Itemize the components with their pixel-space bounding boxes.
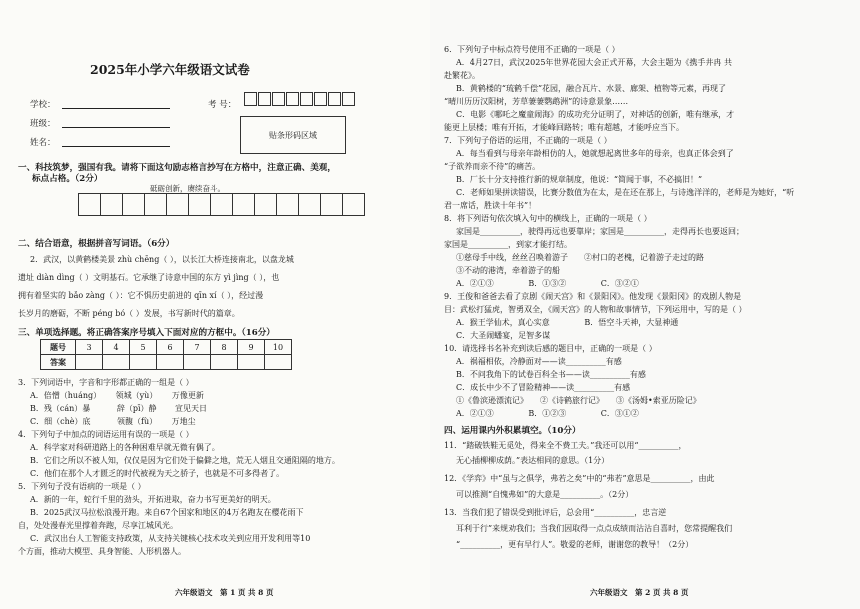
right-page bbox=[430, 0, 860, 609]
school-field[interactable] bbox=[62, 108, 170, 109]
q9-option-ab: A．猴王学仙术，真心实意 B．悟空斗天神，大显神通 bbox=[456, 318, 679, 327]
motto-text: 砥砺创新，赓续奋斗。 bbox=[150, 184, 225, 193]
barcode-area bbox=[240, 116, 346, 154]
q5-option-c-cont: 个方面，推动大模型、具身智能、人形机器人。 bbox=[18, 547, 186, 556]
q9-stem: 9．王俊和爸爸去看了京剧《闹天宫》和《景阳冈》。他发现《景阳冈》的戏剧人物是 bbox=[444, 292, 742, 301]
table-header-cell: 7 bbox=[184, 340, 211, 355]
q10-option-b: B．不问我角下的试卷百科全书——读__________有感 bbox=[456, 370, 646, 379]
class-field[interactable] bbox=[62, 127, 170, 128]
q3-stem: 3．下列词语中，字音和字形都正确的一组是（ ） bbox=[18, 378, 194, 387]
q3-option-a: A．倍憎（huáng） 领城（yù） 万像更新 bbox=[30, 391, 204, 400]
q10-option-a: A．祸福相依，冷静面对——读__________有感 bbox=[456, 357, 622, 366]
q7-option-c-cont: 君一席话，胜读十年书”！ bbox=[444, 201, 537, 210]
answer-cell[interactable] bbox=[211, 355, 238, 370]
answer-cell[interactable] bbox=[130, 355, 157, 370]
q6-option-a-cont: 赴繁花》。 bbox=[444, 71, 480, 80]
q6-option-a: A．4月27日，武汉2025年世界花园大会正式开幕，大会主题为《携手井冉 共 bbox=[456, 58, 732, 67]
q10-books: ①《鲁滨逊漂流记》 ②《诗鹤旅行记》 ③《汤姆•索亚历险记》 bbox=[456, 396, 701, 405]
q5-option-c: C．武汉出台人工智能支持政策，从支持关键核心技术攻关到应用开发利用等10 bbox=[30, 534, 311, 543]
q4-option-c: C．他们在那个人才匮乏的时代被视为天之骄子，也就是不可多得者了。 bbox=[30, 469, 285, 478]
q8-line-1: 家国是__________，驶得再远也要靠岸；家国是__________，走得再长也要返回； bbox=[456, 227, 744, 236]
q9-stem-cont: 目：武松打猛虎，智勇双全，《闹天宫》的人物和故事情节，下列运用中，写的是（ ） bbox=[444, 305, 747, 314]
q12-line-2: 可以推测“自愧弗如”的大意是__________。（2分） bbox=[456, 490, 634, 499]
answer-cell[interactable] bbox=[157, 355, 184, 370]
q2-line-4: 长岁月的磨砺，不断 péng bó（ ）发展，书写新时代的篇章。 bbox=[18, 309, 240, 318]
table-header-cell: 题号 bbox=[41, 340, 76, 355]
q6-stem: 6．下列句子中标点符号使用不正确的一项是（ ） bbox=[444, 45, 620, 54]
q5-stem: 5．下列句子没有语病的一项是（ ） bbox=[18, 482, 146, 491]
q6-option-c-cont: 能更上层楼；唯有开拓，才能峰回路转；唯有超越，才能呼应当下。 bbox=[444, 123, 684, 132]
q5-option-a: A．新的一年，蛇行千里的劲头，开拓进取，奋力书写更美好的明天。 bbox=[30, 495, 276, 504]
q5-option-b-cont: 自，处处漫春光里撑着奔跑，尽享江城风光。 bbox=[18, 521, 178, 530]
q8-choices-2: ③不动的港湾，牵着游子的船 bbox=[456, 266, 560, 275]
section-2-title: 二、结合语意，根据拼音写词语。（6分） bbox=[18, 239, 175, 249]
q6-option-b: B．黄鹤楼的“琉鹤千偿”花园，融合瓦片、水景、廊架、植物等元素，再现了 bbox=[456, 84, 727, 93]
answer-table-answer-row bbox=[41, 355, 292, 370]
school-label: 学校： bbox=[30, 100, 56, 110]
q9-option-c: C．大圣闹蟠宴，足智多谋 bbox=[456, 331, 551, 340]
q2-line-2: 遗址 diàn dìng（ ）文明基石。它承继了诗意中国的东方 yì jìng（ ），也 bbox=[18, 273, 280, 282]
q8-options: A．②①③ B．①③② C．③②① bbox=[456, 279, 639, 288]
q10-stem: 10．请选择书名补充到读后感的题目中，正确的一项是（ ） bbox=[444, 344, 657, 353]
answer-table-header-row bbox=[41, 340, 292, 355]
q7-option-b: B．厂长十分支持推行新的规章制度，他说：“简闻于事，不必搞旧！” bbox=[456, 175, 703, 184]
q4-option-b: B．它们之所以不被人知，仅仅是因为它们处于偏僻之地，荒无人烟且交通阻隔的地方。 bbox=[30, 456, 340, 465]
table-header-cell: 10 bbox=[265, 340, 292, 355]
table-header-cell: 4 bbox=[103, 340, 130, 355]
q12-line-1: 12．《学弈》中“虽与之俱学，弗若之矣”中的“弗若”意思是__________，由此 bbox=[444, 474, 715, 483]
answer-cell[interactable] bbox=[238, 355, 265, 370]
right-footer: 六年级语文 第 2 页 共 8 页 bbox=[590, 588, 689, 597]
q4-option-a: A．科学家对科研道路上的各种困难早就无微有偶了。 bbox=[30, 443, 220, 452]
table-header-cell: 9 bbox=[238, 340, 265, 355]
exam-title: 2025年小学六年级语文试卷 bbox=[90, 62, 250, 77]
q11-line-2: 无心插柳柳成荫。”表达相同的意思。（1分） bbox=[456, 456, 610, 465]
q8-choices-1: ①慈母手中线，丝丝召唤着游子 ②村口的老槐，记着游子走过的路 bbox=[456, 253, 704, 262]
left-footer: 六年级语文 第 1 页 共 8 页 bbox=[175, 588, 274, 597]
answer-cell[interactable] bbox=[76, 355, 103, 370]
q3-option-b: B．残（cán）暴 辞（pī）静 宣见天日 bbox=[30, 404, 208, 413]
q6-option-c: C．电影《哪吒之魔童闹海》的成功充分证明了，对神话的创新，唯有继承，才 bbox=[456, 110, 735, 119]
q7-option-c: C．老师如果拼读错误，比赛分数值为在太，是在还在那上，与诗逸洋洋的，老师是为她好，“听 bbox=[456, 188, 795, 197]
section-3-title: 三、单项选择题。将正确答案序号填入下面对应的方框中。（16分） bbox=[18, 328, 275, 338]
section-1-title: 一、科技筑梦，强国有我。请将下面这句励志格言抄写在方格中，注意正确、美观， bbox=[18, 163, 336, 173]
table-header-cell: 5 bbox=[130, 340, 157, 355]
answer-label-cell: 答案 bbox=[41, 355, 76, 370]
q3-option-c: C．细（chè）底 领馥（fù） 万地尘 bbox=[30, 417, 196, 426]
q11-line-1: 11．“踏破铁鞋无觅处，得来全不费工夫。”我还可以用“__________， bbox=[444, 441, 687, 450]
q13-line-3: “__________，更有早行人”。敬爱的老师，谢谢您的教导！（2分） bbox=[456, 540, 694, 549]
section-4-title: 四、运用课内外积累填空。（10分） bbox=[444, 426, 581, 436]
class-label: 班级： bbox=[30, 119, 56, 129]
q2-line-1: 2．武汉，以黄鹤楼美景 zhù chēng（ ），以长江大桥连接南北，以盘龙城 bbox=[30, 255, 294, 264]
answer-cell[interactable] bbox=[103, 355, 130, 370]
name-label: 姓名： bbox=[30, 138, 56, 148]
motto-grid[interactable] bbox=[78, 193, 364, 216]
q7-option-a-cont: “子欲养而亲不待”的痛苦。 bbox=[444, 162, 541, 171]
exam-no-boxes[interactable] bbox=[244, 92, 356, 106]
q7-option-a: A．每当看到与母亲年龄相仿的人，她就想起离世多年的母亲，也真正体会到了 bbox=[456, 149, 734, 158]
section-1-title-2: 标点占格。（2分） bbox=[32, 174, 103, 184]
q7-stem: 7．下列句子俗语的运用，不正确的一项是（ ） bbox=[444, 136, 612, 145]
barcode-label: 贴条形码区域 bbox=[269, 130, 317, 140]
name-field[interactable] bbox=[62, 146, 170, 147]
answer-table bbox=[40, 339, 292, 370]
table-header-cell: 3 bbox=[76, 340, 103, 355]
q13-line-2: 耳利于行”来规劝我们；当我们因取得一点点成绩而沾沾自喜时，您常提醒我们 bbox=[456, 524, 733, 533]
exam-no-label: 考 号： bbox=[208, 100, 237, 110]
table-header-cell: 6 bbox=[157, 340, 184, 355]
q10-option-c: C．成长中少不了冒险精神——读__________有感 bbox=[456, 383, 631, 392]
q8-stem: 8．将下列语句依次填入句中的横线上，正确的一项是（ ） bbox=[444, 214, 652, 223]
q5-option-b: B．2025武汉马拉松浪漫开跑。来自67个国家和地区的4万名跑友在樱花雨下 bbox=[30, 508, 304, 517]
q6-option-b-cont: “晴川历历汉阳树，芳草萋萋鹦鹉洲”的诗意景象…… bbox=[444, 97, 629, 106]
table-header-cell: 8 bbox=[211, 340, 238, 355]
q13-line-1: 13．当我们犯了错误受到批评后，总会用“__________，忠言逆 bbox=[444, 508, 667, 517]
answer-cell[interactable] bbox=[184, 355, 211, 370]
q4-stem: 4．下列句子中加点的词语运用有误的一项是（ ） bbox=[18, 430, 194, 439]
answer-cell[interactable] bbox=[265, 355, 292, 370]
q8-line-2: 家国是__________，到家才能打结。 bbox=[444, 240, 572, 249]
q10-options: A．②①③ B．①②③ C．③①② bbox=[456, 409, 639, 418]
q2-line-3: 拥有着坚实的 bǎo zàng（ ）：它不惧历史前进的 qīn xí（ ），经过漫 bbox=[18, 291, 264, 300]
